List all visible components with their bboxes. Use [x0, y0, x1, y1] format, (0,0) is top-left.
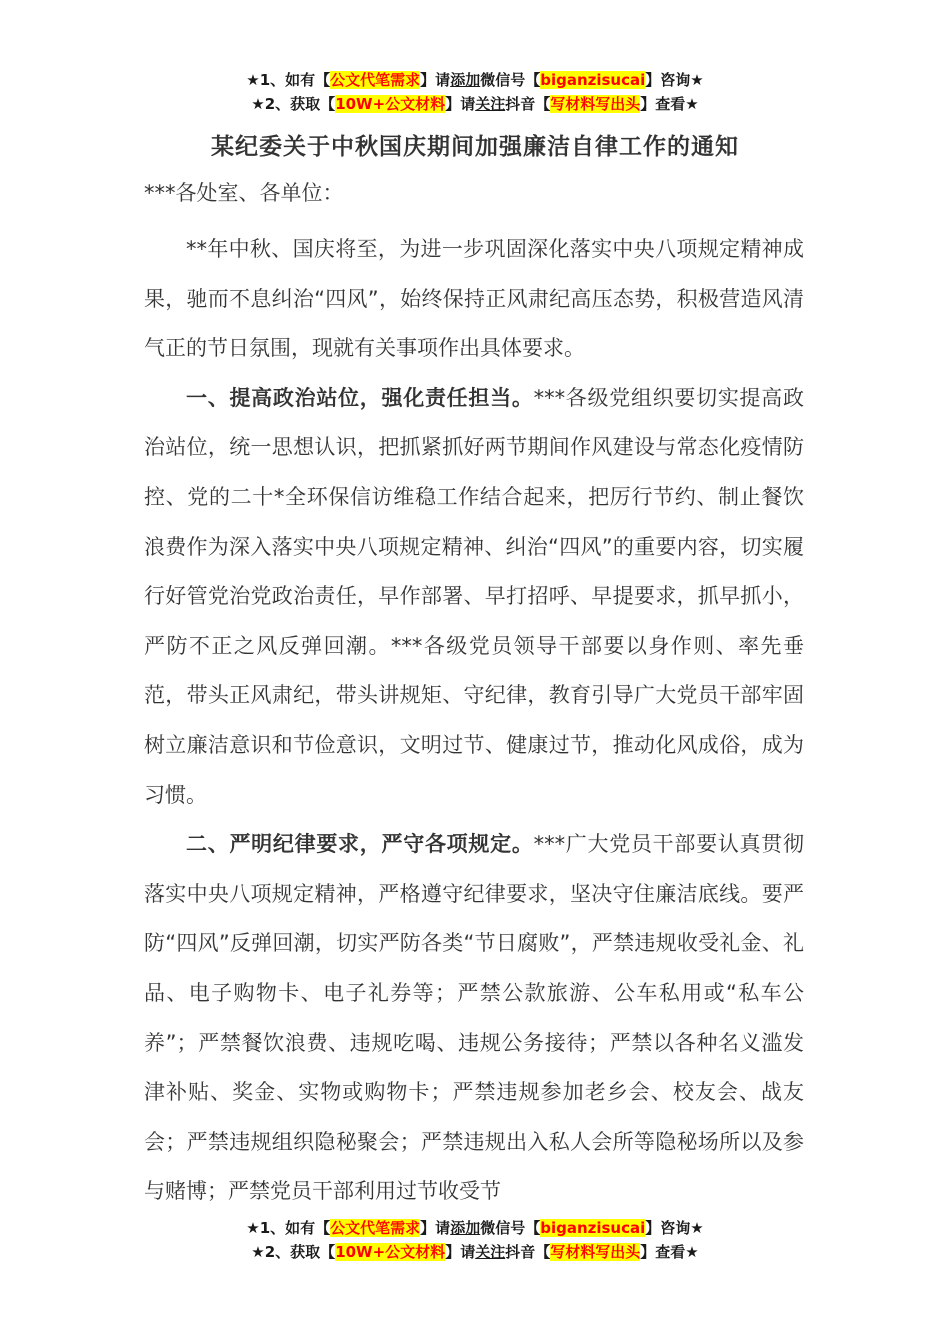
- promo-text: 】咨询★: [645, 71, 704, 89]
- promo-banner-top: [0, 68, 950, 116]
- promo-highlight: 公文代笔需求: [330, 1219, 421, 1237]
- promo-text: ★1、如有【: [246, 1219, 331, 1237]
- promo-text: 抖音【: [505, 1243, 551, 1261]
- promo-highlight: 写材料写出头: [550, 95, 641, 113]
- promo-highlight: 10W+公文材料: [335, 95, 446, 113]
- promo-text: 】查看★: [640, 95, 699, 113]
- section-2-heading: 二、严明纪律要求，严守各项规定。: [186, 832, 534, 857]
- promo-text: 】请: [445, 1243, 476, 1261]
- promo-highlight: 写材料写出头: [550, 1243, 641, 1261]
- promo-highlight: biganzisucai: [540, 71, 646, 89]
- promo-text: 】咨询★: [645, 1219, 704, 1237]
- promo-banner-bottom: [0, 1216, 950, 1264]
- promo-underline: 关注: [475, 1243, 506, 1261]
- promo-text: ★2、获取【: [251, 1243, 336, 1261]
- promo-underline: 添加: [450, 1219, 481, 1237]
- promo-line-2: [0, 1240, 950, 1264]
- promo-highlight: 公文代笔需求: [330, 71, 421, 89]
- section-2-paragraph: [144, 820, 804, 1217]
- intro-paragraph: **年中秋、国庆将至，为进一步巩固深化落实中央八项规定精神成果，驰而不息纠治“四风”，始终保持正风肃纪高压态势，积极营造风清气正的节日氛围，现就有关事项作出具体要求。: [144, 237, 804, 361]
- promo-line-1: [0, 68, 950, 92]
- promo-line-1: [0, 1216, 950, 1240]
- promo-text: 微信号【: [480, 71, 541, 89]
- promo-text: ★1、如有【: [246, 71, 331, 89]
- promo-underline: 添加: [450, 71, 481, 89]
- promo-line-2: [0, 92, 950, 116]
- document-body: [144, 225, 804, 1217]
- promo-text: 】请: [445, 95, 476, 113]
- promo-text: 微信号【: [480, 1219, 541, 1237]
- promo-underline: 关注: [475, 95, 506, 113]
- section-2-text: ***广大党员干部要认真贯彻落实中央八项规定精神，严格遵守纪律要求，坚决守住廉洁底线。要严防“四风”反弹回潮，切实严防各类“节日腐败”，严禁违规收受礼金、礼品、电子购物卡、电子礼券等；严禁公款旅游、公车私用或“私车公养”；严禁餐饮浪费、违规吃喝、违规公务接待；严禁以各种名义滥发津补贴、奖金、实物或购物卡；严禁违规参加老乡会、校友会、战友会；严禁违规组织隐秘聚会；严禁违规出入私人会所等隐秘场所以及参与赌博；严禁党员干部利用过节收受节: [144, 832, 805, 1204]
- promo-text: ★2、获取【: [251, 95, 336, 113]
- document-greeting: ***各处室、各单位：: [144, 181, 344, 205]
- promo-highlight: biganzisucai: [540, 1219, 646, 1237]
- promo-highlight: 10W+公文材料: [335, 1243, 446, 1261]
- promo-text: 抖音【: [505, 95, 551, 113]
- promo-text: 】查看★: [640, 1243, 699, 1261]
- promo-text: 】请: [420, 71, 451, 89]
- section-1-paragraph: [144, 374, 804, 820]
- document-title: 某纪委关于中秋国庆期间加强廉洁自律工作的通知: [211, 134, 739, 160]
- section-1-heading: 一、提高政治站位，强化责任担当。: [186, 385, 534, 410]
- section-1-text: ***各级党组织要切实提高政治站位，统一思想认识，把抓紧抓好两节期间作风建设与常态化疫情防控、党的二十*全环保信访维稳工作结合起来，把厉行节约、制止餐饮浪费作为深入落实中央八项规定精神、纠治“四风”的重要内容，切实履行好管党治党政治责任，早作部署、早打招呼、早提要求，抓早抓小，严防不正之风反弹回潮。***各级党员领导干部要以身作则、率先垂范，带头正风肃纪，带头讲规矩、守纪律，教育引导广大党员干部牢固树立廉洁意识和节俭意识，文明过节、健康过节，推动化风成俗，成为习惯。: [144, 385, 805, 807]
- promo-text: 】请: [420, 1219, 451, 1237]
